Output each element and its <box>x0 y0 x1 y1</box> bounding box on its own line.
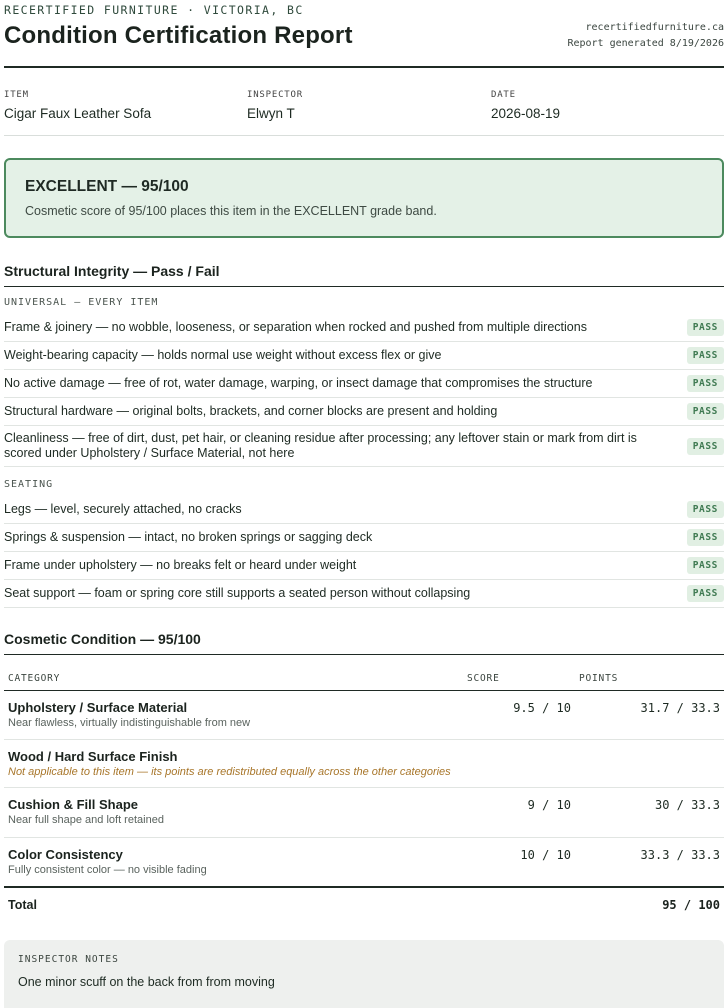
grade-title: EXCELLENT — 95/100 <box>25 178 189 195</box>
grade-box <box>4 158 724 238</box>
category-points: 33.3 / 33.3 <box>640 848 720 862</box>
header-divider <box>4 66 724 68</box>
site-url: recertifiedfurniture.ca <box>585 22 724 33</box>
total-value: 95 / 100 <box>662 898 720 912</box>
pass-badge: PASS <box>687 501 724 518</box>
brand-line: RECERTIFIED FURNITURE · VICTORIA, BC <box>4 3 304 17</box>
report-generated: Report generated 8/19/2026 <box>567 38 724 49</box>
check-row <box>4 552 724 580</box>
check-row <box>4 496 724 524</box>
category-name: Cushion & Fill Shape <box>8 797 139 812</box>
check-row <box>4 370 724 398</box>
category-score: 9 / 10 <box>527 798 571 812</box>
pass-badge: PASS <box>687 319 724 336</box>
grade-text: Cosmetic score of 95/100 places this item in the EXCELLENT grade band. <box>25 204 437 218</box>
check-text: Legs — level, securely attached, no cracks <box>4 502 242 516</box>
column-header-score: SCORE <box>467 673 500 684</box>
pass-badge: PASS <box>687 529 724 546</box>
category-note: Near full shape and loft retained <box>8 814 164 826</box>
pass-badge: PASS <box>687 375 724 392</box>
check-text: Structural hardware — original bolts, brackets, and corner blocks are present and holding <box>4 404 498 418</box>
pass-badge: PASS <box>687 438 724 455</box>
check-text: Weight-bearing capacity — holds normal use weight without excess flex or give <box>4 348 442 362</box>
meta-item <box>4 90 151 121</box>
category-name: Color Consistency <box>8 847 123 862</box>
table-row <box>4 740 724 788</box>
cosmetic-rule <box>4 654 724 655</box>
structural-rule <box>4 286 724 287</box>
category-name: Wood / Hard Surface Finish <box>8 749 178 764</box>
column-header-category: CATEGORY <box>8 673 61 684</box>
total-rule <box>4 886 724 888</box>
category-name: Upholstery / Surface Material <box>8 700 188 715</box>
date-value: 2026-08-19 <box>491 106 561 121</box>
check-text: Seat support — foam or spring core still supports a seated person without collapsing <box>4 586 471 600</box>
inspector-notes <box>4 940 724 1008</box>
item-value: Cigar Faux Leather Sofa <box>4 106 152 121</box>
group-label-universal: UNIVERSAL — EVERY ITEM <box>4 297 159 308</box>
check-text: Cleanliness — free of dirt, dust, pet hair, or cleaning residue after processing; any leftover stain or mark from dirt is scored under Upholstery / Surface Material, not here <box>4 431 637 460</box>
table-row <box>4 838 724 886</box>
check-row <box>4 426 724 467</box>
total-label: Total <box>8 898 37 912</box>
check-text: Springs & suspension — intact, no broken springs or sagging deck <box>4 530 373 544</box>
item-label: ITEM <box>4 90 29 100</box>
check-row <box>4 398 724 426</box>
check-row <box>4 580 724 608</box>
category-score: 9.5 / 10 <box>513 701 571 715</box>
check-row <box>4 342 724 370</box>
pass-badge: PASS <box>687 585 724 602</box>
notes-label: INSPECTOR NOTES <box>18 954 119 965</box>
pass-badge: PASS <box>687 557 724 574</box>
category-points: 31.7 / 33.3 <box>640 701 720 715</box>
meta-inspector <box>247 90 303 121</box>
table-row <box>4 788 724 838</box>
category-note: Near flawless, virtually indistinguishable from new <box>8 717 251 729</box>
category-note-na: Not applicable to this item — its points are redistributed equally across the other categories <box>8 766 451 778</box>
check-text: No active damage — free of rot, water damage, warping, or insect damage that compromises the structure <box>4 376 593 390</box>
meta-date <box>491 90 560 121</box>
table-row <box>4 691 724 740</box>
pass-badge: PASS <box>687 403 724 420</box>
check-row <box>4 524 724 552</box>
category-note: Fully consistent color — no visible fading <box>8 864 207 876</box>
inspector-label: INSPECTOR <box>247 90 303 100</box>
column-header-points: POINTS <box>579 673 619 684</box>
check-text: Frame & joinery — no wobble, looseness, or separation when rocked and pushed from multiple directions <box>4 320 587 334</box>
category-points: 30 / 33.3 <box>654 798 720 812</box>
notes-text: One minor scuff on the back from from moving <box>18 975 275 989</box>
category-score: 10 / 10 <box>520 848 571 862</box>
group-label-seating: SEATING <box>4 479 54 490</box>
check-text: Frame under upholstery — no breaks felt or heard under weight <box>4 558 357 572</box>
cosmetic-heading: Cosmetic Condition — 95/100 <box>4 631 201 647</box>
meta-divider <box>4 135 724 136</box>
date-label: DATE <box>491 90 516 100</box>
inspector-value: Elwyn T <box>247 106 295 121</box>
page-title: Condition Certification Report <box>4 22 353 49</box>
structural-heading: Structural Integrity — Pass / Fail <box>4 263 220 279</box>
check-row <box>4 314 724 342</box>
pass-badge: PASS <box>687 347 724 364</box>
